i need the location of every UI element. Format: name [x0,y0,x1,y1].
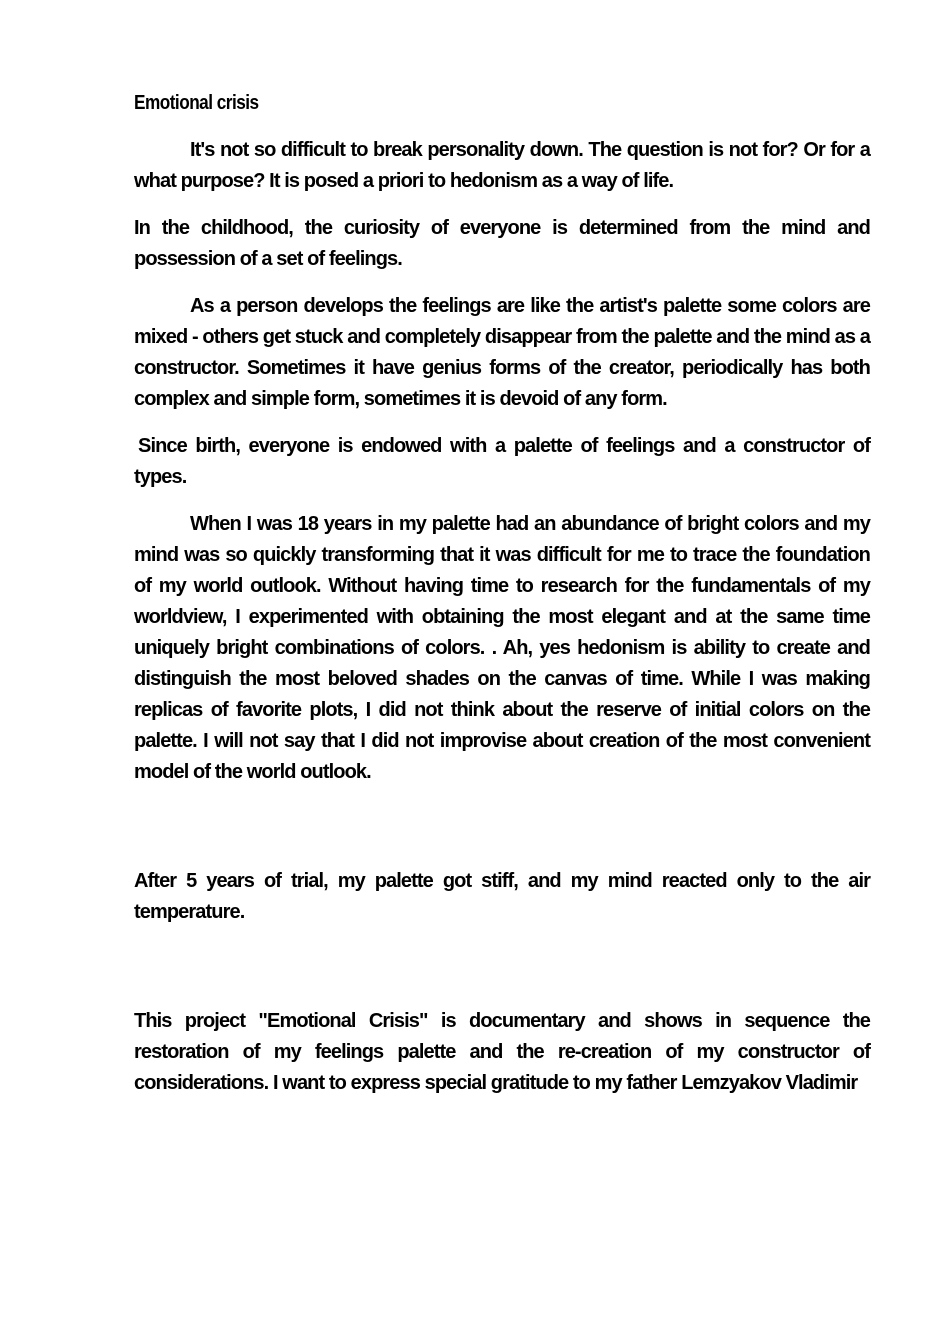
document-page [134,88,870,1099]
paragraph-1: It's not so difficult to break personality down. The question is not for? Or for a what purpose? It is posed a priori to hedonism as a way of life. [134,139,870,192]
paragraph-7: This project "Emotional Crisis" is documentary and shows in sequence the restoration of my feelings palette and the re-creation of my constructor of considerations. I want to express special gratitude to my father Lemzyakov Vladimir [134,1010,870,1094]
paragraph-5: When I was 18 years in my palette had an abundance of bright colors and my mind was so quickly transforming that it was difficult for me to trace the foundation of my world outlook. Without having time to research for the fundamentals of my worldview, I experimented with obtaining the most elegant and at the same time uniquely bright combinations of colors. . Ah, yes hedonism is ability to create and distinguish the most beloved shades on the canvas of time. While I was making replicas of favorite plots, I did not think about the reserve of initial colors on the palette. I will not say that I did not improvise about creation of the most convenient model of the world outlook. [134,513,870,783]
paragraph-2: In the childhood, the curiosity of everyone is determined from the mind and possession of a set of feelings. [134,217,870,270]
paragraph-4: Since birth, everyone is endowed with a palette of feelings and a constructor of types. [134,435,870,488]
paragraph-6: After 5 years of trial, my palette got stiff, and my mind reacted only to the air temperature. [134,870,870,923]
document-title: Emotional crisis [134,92,259,114]
paragraph-3: As a person develops the feelings are like the artist's palette some colors are mixed - others get stuck and completely disappear from the palette and the mind as a constructor. Sometimes it have genius forms of the creator, periodically has both complex and simple form, sometimes it is devoid of any form. [134,295,870,410]
